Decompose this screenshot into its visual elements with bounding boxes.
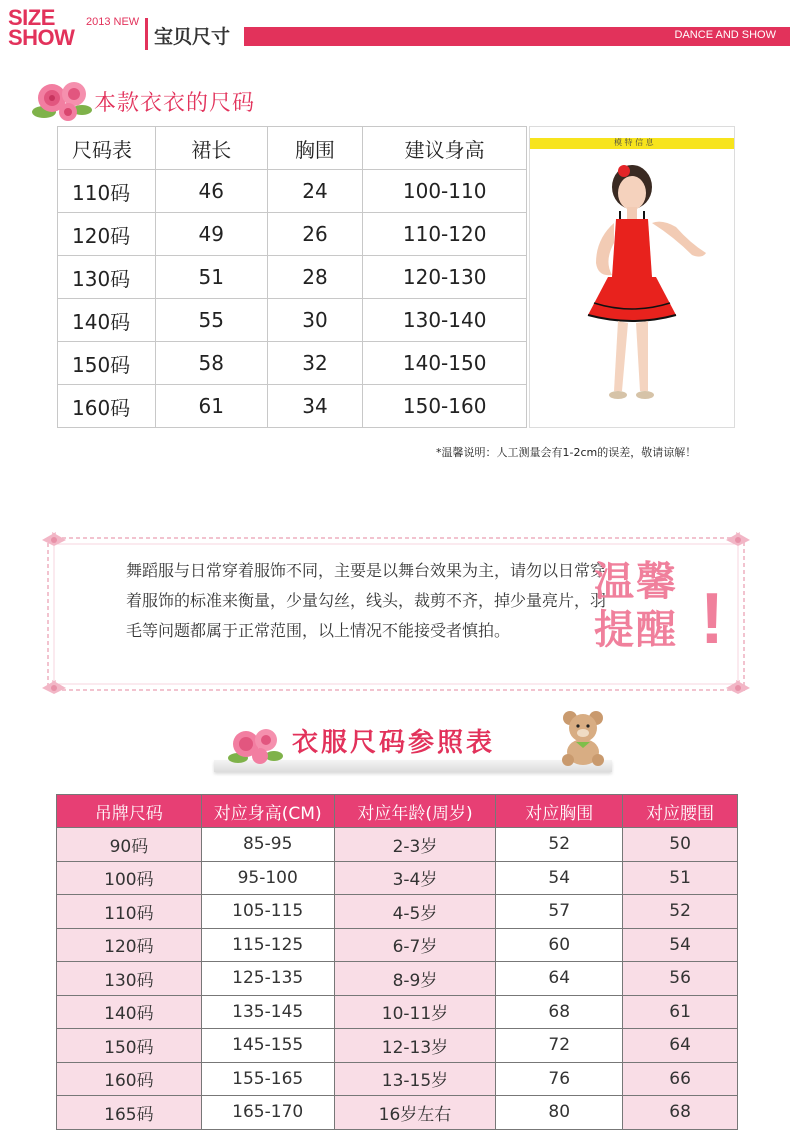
table-cell: 120码	[58, 213, 156, 256]
column-header: 尺码表	[58, 127, 156, 170]
table-cell: 150码	[57, 1029, 202, 1063]
product-size-table	[57, 126, 527, 428]
table-cell: 54	[496, 861, 623, 895]
column-header: 吊牌尺码	[57, 795, 202, 828]
teddy-bear-icon	[558, 708, 608, 766]
table-cell: 55	[155, 299, 267, 342]
column-header: 对应年龄(周岁)	[334, 795, 496, 828]
table-row	[57, 1062, 738, 1096]
table-cell: 80	[496, 1096, 623, 1130]
table-cell: 150码	[58, 342, 156, 385]
size-reference-table	[56, 794, 738, 1130]
table-cell: 64	[496, 962, 623, 996]
table-row	[57, 995, 738, 1029]
column-header: 裙长	[155, 127, 267, 170]
table-cell: 61	[623, 995, 738, 1029]
new-tag: 2013 NEW	[86, 16, 140, 28]
table-cell: 56	[623, 962, 738, 996]
table-cell: 130码	[57, 962, 202, 996]
table-row	[57, 895, 738, 929]
table-cell: 125-135	[201, 962, 334, 996]
table-row	[57, 1096, 738, 1130]
reminder-heading-line1: 温馨	[594, 559, 678, 605]
size-table-body	[57, 828, 738, 1130]
rose-bouquet-icon	[30, 74, 96, 122]
model-photo	[529, 126, 735, 428]
table-cell: 24	[267, 170, 363, 213]
table-cell: 85-95	[201, 828, 334, 862]
table-row	[57, 1029, 738, 1063]
table-cell: 150-160	[363, 385, 527, 428]
table-cell: 28	[267, 256, 363, 299]
table-cell: 165-170	[201, 1096, 334, 1130]
reminder-heading	[594, 558, 678, 654]
table-cell: 110码	[57, 895, 202, 929]
table-row	[58, 299, 527, 342]
size-show-logo	[8, 5, 75, 50]
table-cell: 145-155	[201, 1029, 334, 1063]
table-cell: 160码	[57, 1062, 202, 1096]
header-divider	[145, 18, 148, 50]
table-cell: 4-5岁	[334, 895, 496, 929]
column-header: 对应胸围	[496, 795, 623, 828]
header-band	[244, 27, 790, 46]
table-cell: 135-145	[201, 995, 334, 1029]
column-header: 建议身高	[363, 127, 527, 170]
table-cell: 10-11岁	[334, 995, 496, 1029]
logo-line-size: SIZE	[8, 5, 55, 30]
table-cell: 66	[623, 1062, 738, 1096]
table-cell: 26	[267, 213, 363, 256]
section1-title: 本款衣衣的尺码	[94, 91, 256, 116]
table-cell: 130-140	[363, 299, 527, 342]
table-cell: 120码	[57, 928, 202, 962]
table-cell: 140码	[58, 299, 156, 342]
table-cell: 52	[496, 828, 623, 862]
table-cell: 160码	[58, 385, 156, 428]
column-header: 对应腰围	[623, 795, 738, 828]
table-cell: 13-15岁	[334, 1062, 496, 1096]
table-cell: 130码	[58, 256, 156, 299]
reminder-box	[40, 528, 752, 700]
table-cell: 140码	[57, 995, 202, 1029]
reminder-text: 舞蹈服与日常穿着服饰不同，主要是以舞台效果为主，请勿以日常穿着服饰的标准来衡量，少量勾丝，线头，裁剪不齐，掉少量亮片，羽毛等问题都属于正常范围，以上情况不能接受者慎拍。	[126, 561, 607, 640]
table-cell: 140-150	[363, 342, 527, 385]
table-cell: 105-115	[201, 895, 334, 929]
table-cell: 120-130	[363, 256, 527, 299]
table-cell: 60	[496, 928, 623, 962]
table-cell: 8-9岁	[334, 962, 496, 996]
table-cell: 54	[623, 928, 738, 962]
table-cell: 16岁左右	[334, 1096, 496, 1130]
column-header: 对应身高(CM)	[201, 795, 334, 828]
table-cell: 90码	[57, 828, 202, 862]
table-cell: 110-120	[363, 213, 527, 256]
table-cell: 50	[623, 828, 738, 862]
table-row	[58, 170, 527, 213]
table-cell: 155-165	[201, 1062, 334, 1096]
table-cell: 34	[267, 385, 363, 428]
table-header-row	[58, 127, 527, 170]
table-cell: 52	[623, 895, 738, 929]
exclamation-mark: !	[700, 579, 724, 659]
table-header-row	[57, 795, 738, 828]
dancer-figure-image	[530, 127, 734, 427]
band-text: DANCE AND SHOW	[674, 29, 776, 41]
rose-bouquet-icon	[226, 722, 286, 768]
table-cell: 12-13岁	[334, 1029, 496, 1063]
page-title: 宝贝尺寸	[154, 26, 231, 48]
table-cell: 32	[267, 342, 363, 385]
table-row	[58, 256, 527, 299]
table-cell: 110码	[58, 170, 156, 213]
table-row	[57, 928, 738, 962]
section2-title: 衣服尺码参照表	[292, 728, 496, 758]
column-header: 胸围	[267, 127, 363, 170]
table-cell: 58	[155, 342, 267, 385]
table-cell: 49	[155, 213, 267, 256]
table-cell: 2-3岁	[334, 828, 496, 862]
table-cell: 6-7岁	[334, 928, 496, 962]
table-row	[58, 342, 527, 385]
logo-line-show: SHOW	[8, 25, 75, 50]
table-cell: 68	[496, 995, 623, 1029]
table-cell: 51	[623, 861, 738, 895]
table-cell: 100码	[57, 861, 202, 895]
table-row	[57, 861, 738, 895]
table-cell: 100-110	[363, 170, 527, 213]
table-cell: 95-100	[201, 861, 334, 895]
table-row	[58, 213, 527, 256]
table-row	[57, 962, 738, 996]
table-cell: 115-125	[201, 928, 334, 962]
table-row	[58, 385, 527, 428]
table-cell: 46	[155, 170, 267, 213]
table-cell: 64	[623, 1029, 738, 1063]
table-cell: 57	[496, 895, 623, 929]
table-cell: 72	[496, 1029, 623, 1063]
table-cell: 165码	[57, 1096, 202, 1130]
table-cell: 30	[267, 299, 363, 342]
model-info-label: 模 特 信 息	[614, 138, 654, 147]
table-row	[57, 828, 738, 862]
table-cell: 76	[496, 1062, 623, 1096]
measurement-note: *温馨说明：人工测量会有1-2cm的误差，敬请谅解！	[436, 446, 697, 459]
table-cell: 3-4岁	[334, 861, 496, 895]
page-header	[0, 0, 790, 60]
reminder-heading-line2: 提醒	[594, 607, 678, 653]
table-cell: 68	[623, 1096, 738, 1130]
table-cell: 61	[155, 385, 267, 428]
table-cell: 51	[155, 256, 267, 299]
